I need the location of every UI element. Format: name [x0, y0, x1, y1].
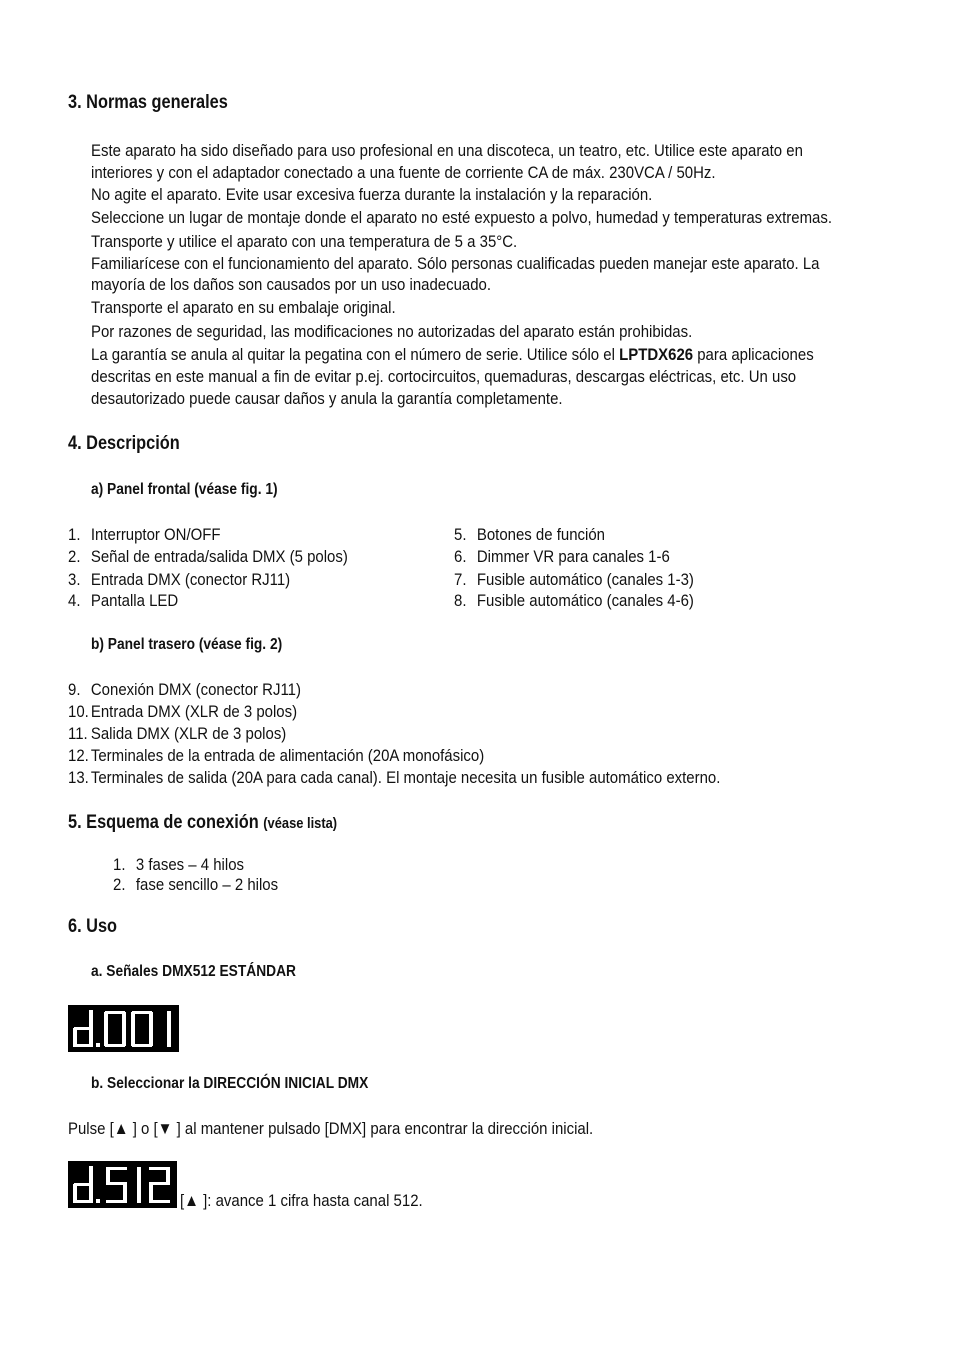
- s3-line-1: Este aparato ha sido diseñado para uso profesional en una discoteca, un teatro, etc. Utilice este aparato en: [91, 141, 803, 160]
- s3-line-4: Seleccione un lugar de montaje donde el aparato no esté expuesto a polvo, humedad y temperaturas extremas.: [91, 208, 832, 227]
- display-caption: [▲ ]: avance 1 cifra hasta canal 512.: [180, 1191, 423, 1210]
- s3-line-8: Transporte el aparato en su embalaje original.: [91, 298, 396, 317]
- list-item: 9. Conexión DMX (conector RJ11): [68, 680, 301, 699]
- list-item: 10. Entrada DMX (XLR de 3 polos): [68, 702, 298, 721]
- led-digits-icon: [69, 1162, 176, 1207]
- s3-line-9: Por razones de seguridad, las modificaciones no autorizadas del aparato están prohibidas.: [91, 322, 693, 341]
- s3-line-6: Familiarícese con el funcionamiento del aparato. Sólo personas cualificadas pueden manejar este aparato. La: [91, 254, 820, 273]
- section-6-heading: 6. Uso: [68, 916, 118, 937]
- led-display-d512: [68, 1161, 177, 1208]
- s3-line-7: mayoría de los daños son causados por un uso inadecuado.: [91, 275, 492, 294]
- instruction-text: Pulse [▲ ] o [▼ ] al mantener pulsado [DMX] para encontrar la dirección inicial.: [68, 1119, 594, 1138]
- warranty-text-post: para aplicaciones: [693, 345, 814, 364]
- list-item: 8. Fusible automático (canales 4-6): [454, 591, 694, 610]
- warranty-text-pre: La garantía se anula al quitar la pegatina con el número de serie. Utilice sólo el: [91, 345, 620, 364]
- list-item: 1. Interruptor ON/OFF: [68, 525, 221, 544]
- led-digits-icon: [69, 1006, 178, 1051]
- s3-line-3: No agite el aparato. Evite usar excesiva fuerza durante la instalación y la reparación.: [91, 185, 653, 204]
- s3-line-5: Transporte y utilice el aparato con una temperatura de 5 a 35°C.: [91, 232, 518, 251]
- s3-warranty-line: [91, 345, 814, 365]
- list-item: 12. Terminales de la entrada de alimentación (20A monofásico): [68, 746, 485, 765]
- direccion-inicial-subheading: b. Seleccionar la DIRECCIÓN INICIAL DMX: [91, 1075, 369, 1092]
- list-item: 13. Terminales de salida (20A para cada canal). El montaje necesita un fusible automático externo.: [68, 768, 721, 787]
- list-item: 1. 3 fases – 4 hilos: [113, 855, 244, 874]
- dmx512-subheading: a. Señales DMX512 ESTÁNDAR: [91, 963, 296, 980]
- section-5-note: (véase lista): [263, 815, 338, 832]
- s3-line-12: desautorizado puede causar daños y anula la garantía completamente.: [91, 389, 563, 408]
- list-item: 2. Señal de entrada/salida DMX (5 polos): [68, 547, 348, 566]
- led-display-d001: [68, 1005, 179, 1052]
- list-item: 4. Pantalla LED: [68, 591, 179, 610]
- list-item: 3. Entrada DMX (conector RJ11): [68, 570, 291, 589]
- section-5-heading: 5. Esquema de conexión (véase lista): [68, 812, 338, 833]
- s3-line-11: descritas en este manual a fin de evitar p.ej. cortocircuitos, quemaduras, descargas eléctricas, etc. Un uso: [91, 367, 797, 386]
- product-code: LPTDX626: [619, 345, 694, 364]
- panel-frontal-subheading: a) Panel frontal (véase fig. 1): [91, 481, 278, 498]
- list-item: 11. Salida DMX (XLR de 3 polos): [68, 724, 287, 743]
- list-item: 5. Botones de función: [454, 525, 605, 544]
- panel-trasero-subheading: b) Panel trasero (véase fig. 2): [91, 636, 283, 653]
- list-item: 6. Dimmer VR para canales 1-6: [454, 547, 670, 566]
- section-4-heading: 4. Descripción: [68, 433, 180, 454]
- list-item: 7. Fusible automático (canales 1-3): [454, 570, 694, 589]
- s3-line-2: interiores y con el adaptador conectado a una fuente de corriente CA de máx. 230VCA / 50Hz.: [91, 163, 716, 182]
- section-3-heading: 3. Normas generales: [68, 92, 228, 113]
- list-item: 2. fase sencillo – 2 hilos: [113, 875, 279, 894]
